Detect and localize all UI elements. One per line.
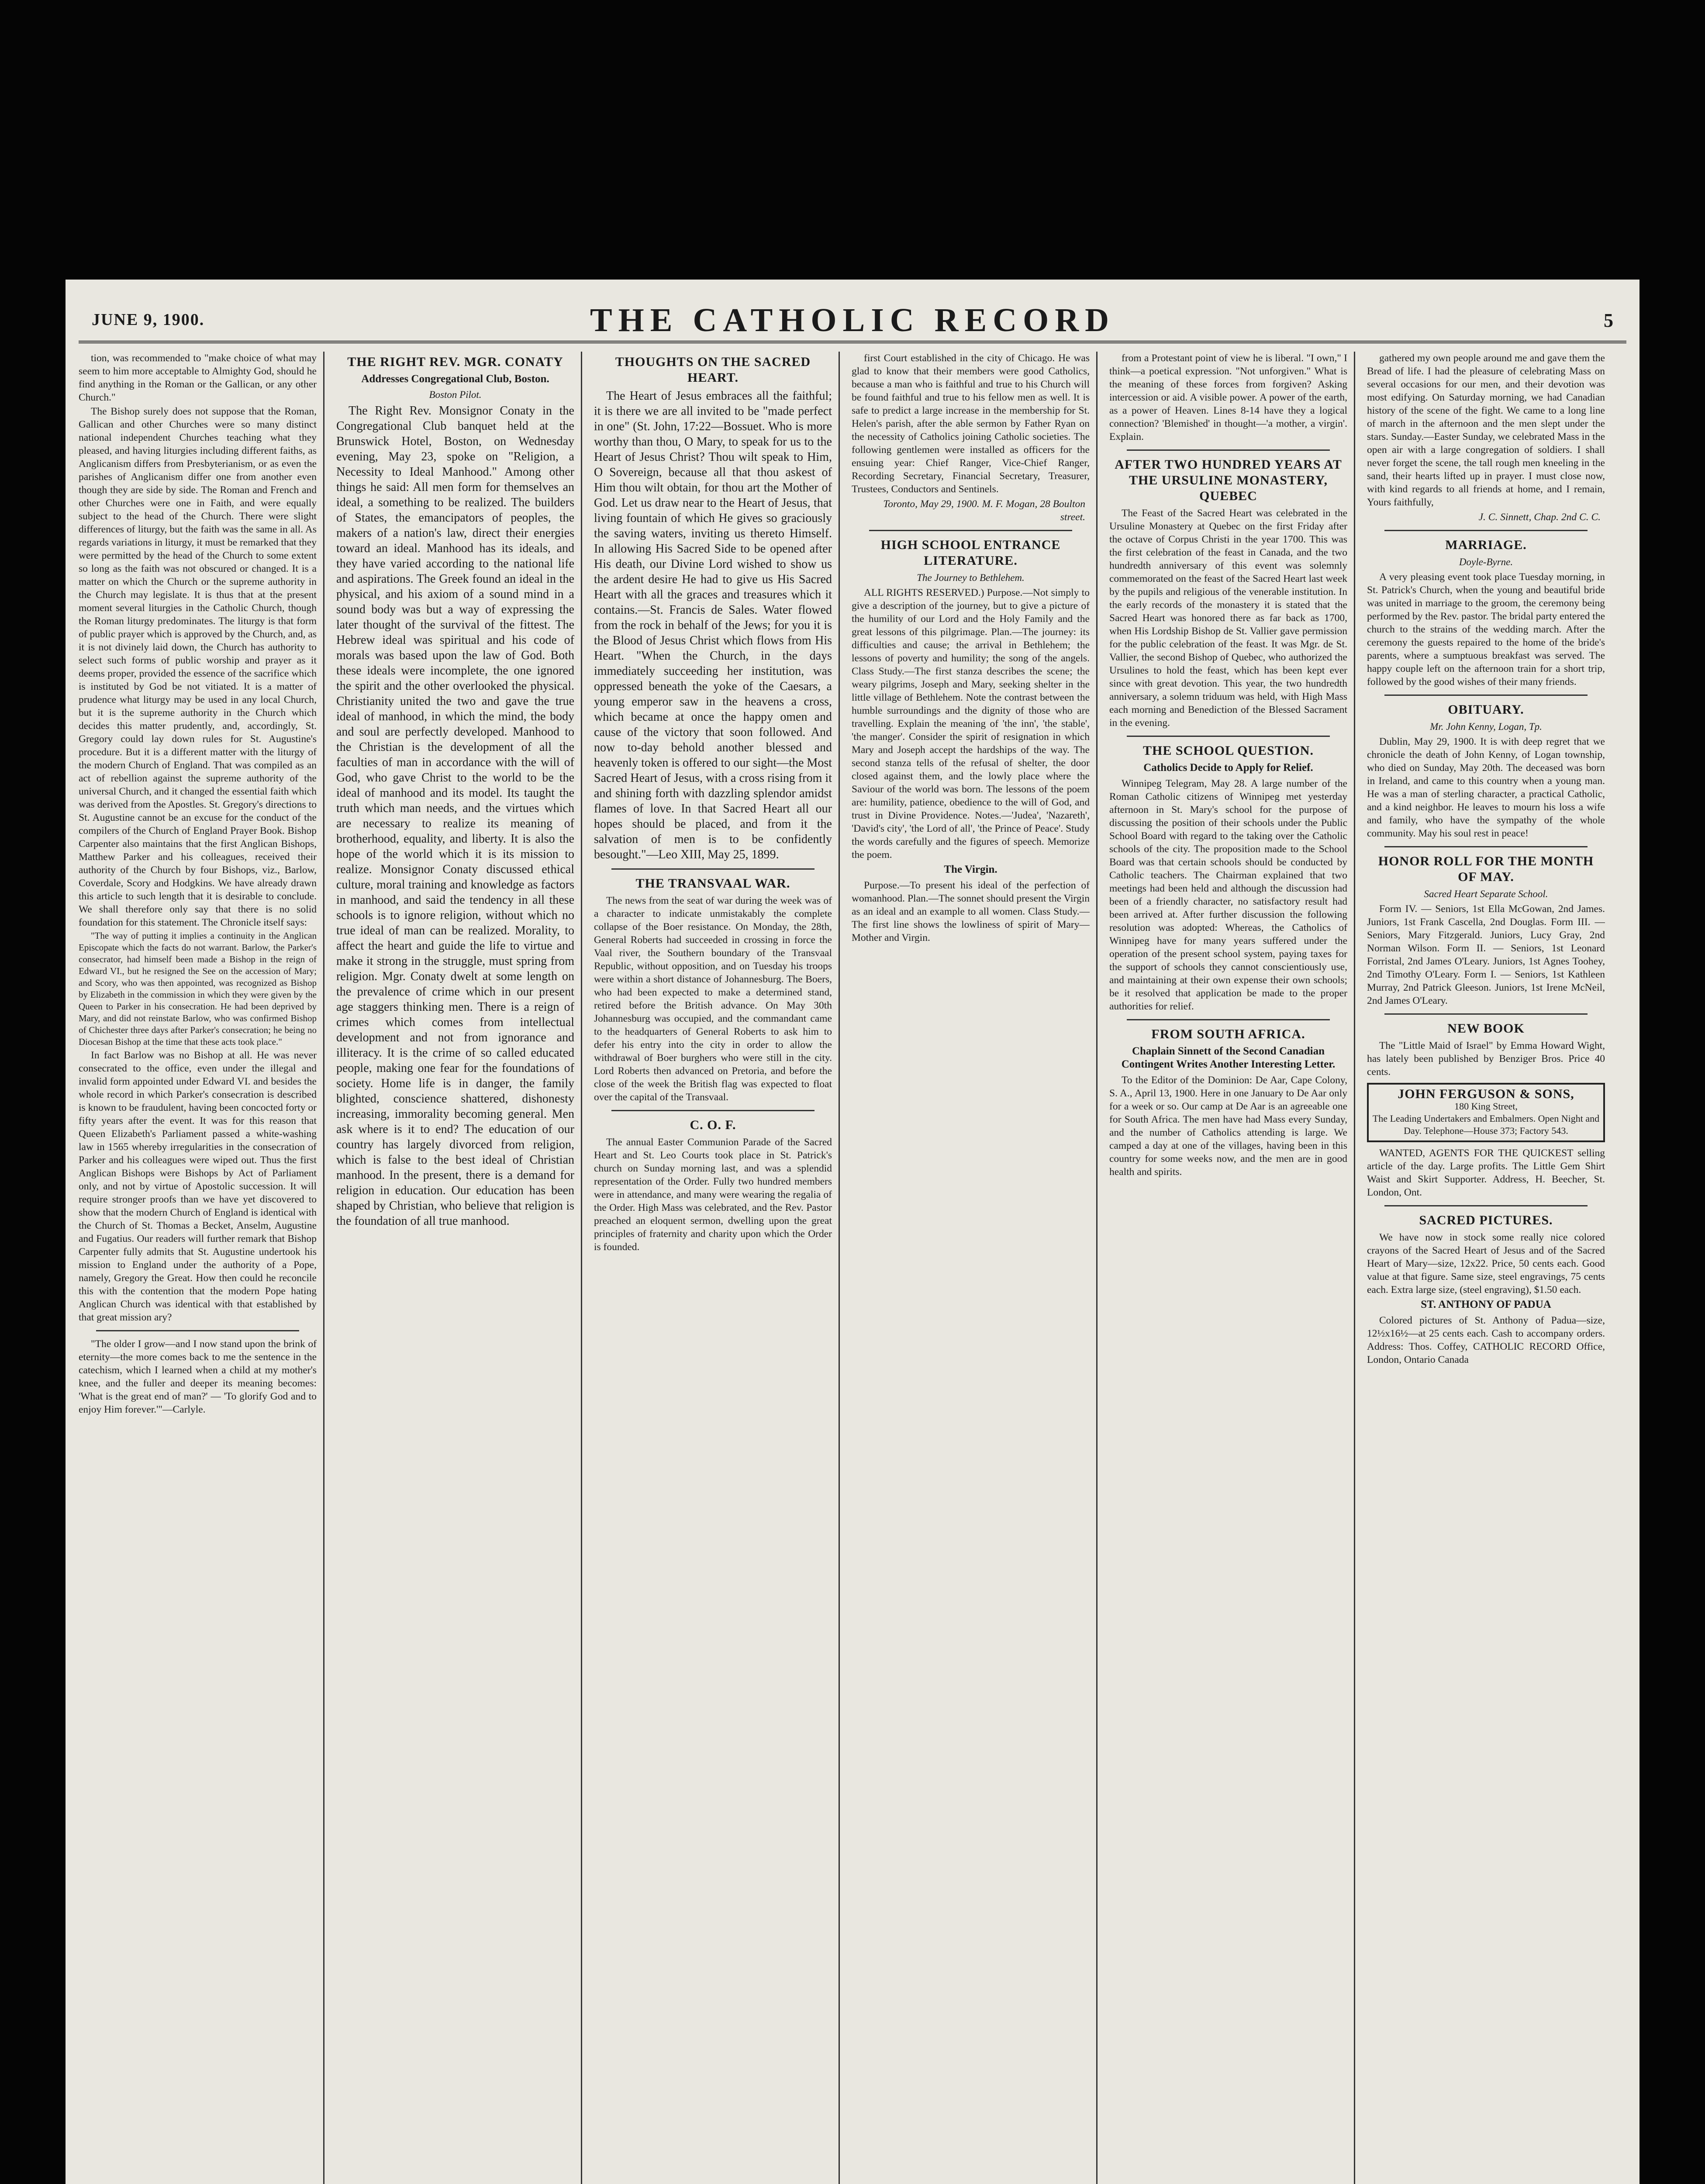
obituary-body: Dublin, May 29, 1900. It is with deep regret that we chronicle the death of John Kenny, of Logan township, who died on Sunday, May 20th. The deceased was born in Ireland, and came to this country when a young man. He was a man of sterling character, a practical Catholic, and a kind neighbor. He leaves to mourn his loss a wife and family, who have the sympathy of the whole community. May his soul rest in peace!: [1367, 736, 1605, 839]
school-headline: THE SCHOOL QUESTION.: [1143, 743, 1314, 758]
undertaker-ad: [1367, 1083, 1605, 1142]
honor-roll-subhead: Sacred Heart Separate School.: [1424, 888, 1548, 899]
new-book-headline: NEW BOOK: [1447, 1021, 1525, 1036]
col1-body: The Bishop surely does not suppose that the Roman, Gallican and other Churches were so many distinct national independent Churches teaching what they pleased, and having liturgies including different faiths, as Anglicanism differs from Presbyterianism, or as even the parishes of Anglicanism differ one from another even though they are side by side. The Roman and French and other Churches were one in Faith, and were equally subject to the head of the Church. There were slight differences of liturgy, but the faith was the same in all. As regards variations in liturgy, it must be remarked that they were permitted by the head of the Church to some extent so long as the faith was not obscured or changed. It is a matter on which the Church or the supreme authority in the Church may legislate. It is thus that at the present moment several liturgies in the Catholic Church, though the Roman liturgy predominates. The liturgy is that form of public prayer which is approved by the Church, and, as it is not divinely laid down, the Church has authority to select such forms of public worship and prayer as it deems proper, provided the essence of the sacrifice which is instituted by God be not vitiated. It is a matter of prudence what liturgy may be used in any local Church, but it is the supreme authority in the Church which decides this matter prudently, and, accordingly, St. Gregory could lay down rules for St. Augustine's procedure. But it is a different matter with the liturgy of the modern Church of England. That was compiled as an act of rebellion against the supreme authority of the universal Church, and it changed the essential faith which was derived from the Apostles. St. Gregory's directions to St. Augustine cannot be an excuse for the conduct of the compilers of the Church of England Prayer Book. Bishop Carpenter also maintains that the first Anglican Bishops, Matthew Parker and his colleagues, received their authority of the Church by four Bishops, viz., Barlow, Coverdale, Scory and Hodgkins. We have already drawn this article to such length that it is desirable to conclude. We shall therefore only say that there is no solid foundation for this statement. The Chronicle itself says:: [79, 406, 317, 928]
marriage-body: A very pleasing event took place Tuesday morning, in St. Patrick's Church, when the young and beautiful bride was united in marriage to the groom, the ceremony being performed by the Rev. pastor. The bridal party entered the church to the strains of the wedding march. After the ceremony the guests repaired to the home of the bride's parents, where a sumptuous breakfast was served. The happy couple left on the afternoon train for a short trip, followed by the good wishes of their many friends.: [1367, 571, 1605, 688]
literature-headline: HIGH SCHOOL ENTRANCE LITERATURE.: [880, 538, 1061, 568]
col4-divider: [869, 530, 1072, 531]
newspaper-page: [66, 280, 1639, 2184]
column-rule: [1354, 352, 1355, 2184]
column-4: [852, 352, 1090, 2184]
col1-quote: "The way of putting it implies a continuity in the Anglican Episcopate which the facts do not warrant. Barlow, the Parker's consecrator, had himself been made a Bishop in the reign of Edward VI., but he resigned the See on the accession of Mary; and Scory, who was then appointed, was recognized as Bishop by Elizabeth in the commission in which they were given by the Queen to Parker in his consecration. He had been deprived by Mary, and did not reinstate Barlow, who was confirmed Bishop of Chichester three days after Parker's consecration; he being no Diocesan Bishop at the time that these acts took place.": [79, 930, 317, 1047]
col1-lead: tion, was recommended to "make choice of what may seem to him more acceptable to Almighty God, should he find anything in the Roman or the Gallican, or any other Church.": [79, 352, 317, 403]
virgin-continued: from a Protestant point of view he is liberal. "I own," I think—a poetical expression. "Not unforgiven." What is the meaning of these forces from forgiven? Asking intercession or aid. A visible power. A power of the earth, as a power of Heaven. Lines 8-14 have they a logical connection? 'Blemished' in thought—'a mother, a virgin'. Explain.: [1109, 352, 1347, 442]
column-rule: [1096, 352, 1098, 2184]
masthead: [79, 297, 1626, 343]
ursuline-body: The Feast of the Sacred Heart was celebrated in the Ursuline Monastery at Quebec on the first Friday after the octave of Corpus Christi in the year 1700. This was the first celebration of the feast in Canada, and the two hundredth anniversary of this event was solemnly commemorated on the feast of the Sacred Heart last week by the pupils and religious of the venerable institution. In the early records of the monastery it is stated that the Sacred Heart was honored there as far back as 1700, when His Lordship Bishop de St. Vallier gave permission for the public celebration of the feast. It was Mgr. de St. Vallier, the second Bishop of Quebec, who authorized the Ursulines to hold the feast, which has been kept ever since with great devotion. This year, the two hundredth anniversary, a solemn triduum was held, with High Mass each morning and Benediction of the Blessed Sacrament in the evening.: [1109, 508, 1347, 729]
ad-text: The Leading Undertakers and Embalmers. Open Night and Day. Telephone—House 373; Factory 543.: [1372, 1113, 1600, 1136]
page-number: 5: [1604, 310, 1613, 331]
africa-subhead: Chaplain Sinnett of the Second Canadian Contingent Writes Another Interesting Letter.: [1121, 1045, 1336, 1070]
col1-divider: [96, 1330, 299, 1331]
marriage-headline: MARRIAGE.: [1445, 538, 1527, 552]
transvaal-headline: THE TRANSVAAL WAR.: [635, 876, 790, 891]
ad-firm-name: JOHN FERGUSON & SONS,: [1398, 1087, 1574, 1101]
column-2: [336, 352, 574, 2184]
col5-divider-3: [1127, 1019, 1330, 1020]
issue-date: JUNE 9, 1900.: [92, 311, 205, 329]
conaty-subhead: Addresses Congregational Club, Boston.: [361, 373, 549, 385]
obituary-subhead: Mr. John Kenny, Logan, Tp.: [1430, 721, 1542, 732]
col6-divider-5: [1384, 1205, 1588, 1206]
marriage-subhead: Doyle-Byrne.: [1459, 556, 1513, 567]
literature-subhead: The Journey to Bethlehem.: [917, 572, 1025, 583]
new-book-body: The "Little Maid of Israel" by Emma Howard Wight, has lately been published by Benziger Bros. Price 40 cents.: [1367, 1040, 1605, 1078]
obituary-headline: OBITUARY.: [1448, 702, 1524, 717]
newspaper-title: THE CATHOLIC RECORD: [590, 302, 1115, 339]
school-body: Winnipeg Telegram, May 28. A large number of the Roman Catholic citizens of Winnipeg met yesterday afternoon in St. Mary's school for the purpose of discussing the position of their schools under the Public School Board with regard to the taking over the Catholic schools of the city. The proposition made to the School Board was that certain schools should be conducted by Catholic teachers. The Chairman explained that two meetings had been held and although the discussion had been of a friendly character, no satisfactory result had been arrived at. After further discussion the following resolution was adopted: Whereas, the Catholics of Winnipeg have for many years suffered under the operation of the present school system, paying taxes for the support of schools they cannot conscientiously use, and maintaining at their own expense their own schools; be it resolved that application be made to the proper authorities for relief.: [1109, 778, 1347, 1012]
column-rule: [323, 352, 324, 2184]
col1-rest: In fact Barlow was no Bishop at all. He was never consecrated to the office, even under the illegal and invalid form appointed under Edward VI. and besides the whole record in which Parker's consecration is described is known to be fraudulent, having been concocted forty or fifty years after the event. It was for this reason that Queen Elizabeth's Parliament passed a white-washing law in 1565 whereby irregularities in the consecration of Parker and his colleagues were wiped out. Thus the first Anglican Bishops were Bishops by Act of Parliament only, and not by virtue of Apostolic succession. It will require stronger proofs than we have yet discovered to show that the modern Church of England is identical with the Church of St. Thomas a Becket, Anselm, Augustine and Fugatius. Our readers will further remark that Bishop Carpenter fully admits that St. Augustine undertook his mission to England under the authority of a Pope, namely, Gregory the Great. How then could he reconcile this with the contention that the modern Pope hating Anglican Church was identical with that established by that great mission ary?: [79, 1050, 317, 1323]
conaty-source: Boston Pilot.: [429, 389, 482, 400]
africa-continued: gathered my own people around me and gave them the Bread of life. I had the pleasure of celebrating Mass on several occasions for our men, and their devotion was most edifying. On Saturday morning, we had Canadian history of the scene of the fight. We came to a long line of march in the afternoon and the men slept under the stars. Sunday.—Easter Sunday, we celebrated Mass in the open air with a large congregation of soldiers. I shall never forget the scene, the tall rough men kneeling in the sand, their hearts lifted up in prayer. I must close now, with kind regards to all friends at home, and I remain, Yours faithfully,: [1367, 352, 1605, 508]
col3-divider-2: [611, 1110, 815, 1111]
pictures-headline: SACRED PICTURES.: [1419, 1213, 1553, 1227]
conaty-headline: THE RIGHT REV. MGR. CONATY: [347, 355, 563, 369]
virgin-headline: The Virgin.: [944, 864, 997, 875]
col5-divider-2: [1127, 736, 1330, 737]
anthony-body: Colored pictures of St. Anthony of Padua—size, 12½x16½—at 25 cents each. Cash to accompany orders. Address: Thos. Coffey, CATHOLIC RECORD Office, London, Ontario Canada: [1367, 1315, 1605, 1365]
ursuline-headline: AFTER TWO HUNDRED YEARS AT THE URSULINE MONASTERY, QUEBEC: [1115, 457, 1342, 503]
conaty-body: The Right Rev. Monsignor Conaty in the Congregational Club banquet held at the Brunswick Hotel, Boston, on Wednesday evening, May 23, spoke on "Religion, a Necessity to Ideal Manhood." Among other things he said: All men form for themselves an ideal, a something to be realized. The builders of States, the emancipators of peoples, the makers of a nation's law, direct their energies toward an ideal. Manhood has its ideals, and they have varied according to the national life and aspirations. The Greek found an ideal in the physical, and his axiom of a sound mind in a sound body was but a way of expressing the later thought of the survival of the fittest. The Hebrew ideal was spiritual and his code of morals was based upon the law of God. Both these ideals were incomplete, the one ignored the spirit and the other overlooked the physical. Christianity united the two and gave the true ideal of manhood, in which the mind, the body and soul are perfectly developed. Manhood to the Christian is the development of all the faculties of man in accordance with the will of God, who gave Christ to the world to be the ideal of manhood and its model. Its taught the truth which man needs, and the virtues which are necessary to realize its meaning of brotherhood, equality, and liberty. It is also the hope of the world which it is its mission to realize. Monsignor Conaty discussed ethical culture, moral training and knowledge as factors in manhood, and said the tendency in all these schools is to ignore religion, without which no true ideal of man can be realized. Morality, to affect the heart and guide the life to virtue and make it strong in the struggle, must spring from religion. Mgr. Conaty dwelt at some length on the prevalence of crime which in our present age staggers thinking men. There is a reign of crimes which comes from intellectual development and not from ignorance and illiteracy. It is the crime of so called educated people, making one fear for the foundations of society. Home life is in danger, the family blighted, conscience shattered, dishonesty increasing, immorality becoming general. Men ask where is it to end? The education of our country has largely divorced from religion, which is false to the best ideal of Christian manhood. In the present, there is a demand for religion in education. Our education has been shaped by Christian, who believe that religion is the foundation of all true manhood.: [336, 404, 574, 1228]
africa-headline: FROM SOUTH AFRICA.: [1151, 1027, 1305, 1041]
column-6: [1367, 352, 1605, 2184]
virgin-body: Purpose.—To present his ideal of the perfection of womanhood. Plan.—The sonnet should present the Virgin as an ideal and an example to all women. Class Study.—The first line shows the lowliness of spirit of Mary—Mother and Virgin.: [852, 880, 1090, 943]
col6-divider-3: [1384, 846, 1588, 847]
honor-roll-headline: HONOR ROLL FOR THE MONTH OF MAY.: [1378, 854, 1594, 884]
chaplain-signature: J. C. Sinnett, Chap. 2nd C. C.: [1478, 511, 1601, 523]
africa-body: To the Editor of the Dominion: De Aar, Cape Colony, S. A., April 13, 1900. Here in one January to De Aar only for a week or so. Our camp at De Aar is an agreeable one for South Africa. The men have had Mass every Sunday, and the number of Catholics attending is large. We camped a day at one of the villages, having been in this country for some weeks now, and the men are in good health and spirits.: [1109, 1075, 1347, 1178]
cof-body: The annual Easter Communion Parade of the Sacred Heart and St. Leo Courts took place in St. Patrick's church on Sunday morning last, and was a splendid representation of the Order. Fully two hundred members were in attendance, and many were wearing the regalia of the Order. High Mass was celebrated, and the Rev. Pastor preached an eloquent sermon, dwelling upon the great principles of fraternity and charity upon which the Order is founded.: [594, 1137, 832, 1253]
col6-divider-4: [1384, 1013, 1588, 1015]
transvaal-body: The news from the seat of war during the week was of a character to indicate unmistakably the complete collapse of the Boer resistance. On Monday, the 28th, General Roberts had succeeded in crossing in force the Vaal river, the Southern boundary of the Transvaal Republic, without opposition, and on Tuesday his troops were within a short distance of Johannesburg. The Boers, who had been expected to make a determined stand, retired before the British advance. On May 30th Johannesburg was occupied, and the commandant came to the headquarters of General Roberts to ask him to defer his entry into the city in order to allow the withdrawal of Boer burghers who were still in the city. Lord Roberts then advanced on Pretoria, and before the close of the week the British flag was expected to float over the capital of the Transvaal.: [594, 895, 832, 1103]
anthony-headline: ST. ANTHONY OF PADUA: [1421, 1299, 1551, 1310]
sacred-heart-body: The Heart of Jesus embraces all the faithful; it is there we are all invited to be "made perfect in one" (St. John, 17:22—Bossuet. Who is more worthy than thou, O Mary, to speak for us to the Heart of Jesus Christ? Thou wilt speak to Him, O Sovereign, because all that thou askest of Him thou wilt obtain, for thou art the Mother of God. Let us draw near to the Heart of Jesus, that living fountain of which He gives so graciously the saving waters, inviting us thereto Himself. In allowing His Sacred Side to be opened after His death, our Divine Lord wished to show us the ardent desire He had to give us His Sacred Heart with all the graces and treasures which it contains.—St. Francis de Sales. Water flowed from the rock in behalf of the Jews; for you it is the Blood of Jesus Christ which flows from His Heart. "When the Church, in the days immediately succeeding her institution, was oppressed beneath the yoke of the Caesars, a young emperor saw in the heavens a cross, which became at once the happy omen and cause of the victory that soon followed. And now to-day behold another blessed and heavenly token is offered to our sight—the Most Sacred Heart of Jesus, with a cross rising from it and shining forth with dazzling splendor amidst flames of love. In that Sacred Heart all our hopes should be placed, and from it the salvation of men is to be confidently besought."—Leo XIII, May 25, 1899.: [594, 389, 832, 861]
column-rule: [839, 352, 840, 2184]
ad-address: 180 King Street,: [1454, 1101, 1518, 1112]
sacred-heart-headline: THOUGHTS ON THE SACRED HEART.: [615, 355, 811, 385]
cof-continued: first Court established in the city of Chicago. He was glad to know that their members were good Catholics, because a man who is faithful and true to his Church will be found faithful and true to his fellow men as well. It is safe to predict a large increase in the membership for St. Helen's parish, after the able sermon by Father Ryan on the necessity of Catholics joining Catholic societies. The following gentlemen were installed as officers for the ensuing year: Chief Ranger, Vice-Chief Ranger, Recording Secretary, Financial Secretary, Treasurer, Trustees, Conductors and Sentinels.: [852, 352, 1090, 495]
col1-closing: "The older I grow—and I now stand upon the brink of eternity—the more comes back to me the sentence in the catechism, which I learned when a child at my mother's knee, and the fuller and deeper its meaning becomes: 'What is the great end of man?' — 'To glorify God and to enjoy Him forever.'"—Carlyle.: [79, 1338, 317, 1415]
col6-divider-2: [1384, 695, 1588, 696]
honor-roll-body: Form IV. — Seniors, 1st Ella McGowan, 2nd James. Juniors, 1st Frank Cascella, 2nd Douglas. Form III. — Seniors, Mary Fitzgerald. Juniors, Lucy Gray, 2nd Norman Wilson. Form II. — Seniors, 1st Leonard Forristal, 2nd James O'Leary. Juniors, 1st Agnes Toohey, 2nd Timothy O'Leary. Form I. — Seniors, 1st Kathleen Murray, 2nd Patrick Gleeson. Juniors, 1st Irene McNeil, 2nd James O'Leary.: [1367, 903, 1605, 1006]
column-5: [1109, 352, 1347, 2184]
col5-divider: [1127, 449, 1330, 451]
school-subhead: Catholics Decide to Apply for Relief.: [1143, 762, 1313, 774]
col3-divider: [611, 868, 815, 870]
column-rule: [581, 352, 582, 2184]
cof-signoff: Toronto, May 29, 1900. M. F. Mogan, 28 Boulton street.: [883, 498, 1085, 523]
cof-headline: C. O. F.: [690, 1118, 736, 1132]
col6-divider: [1384, 530, 1588, 531]
wanted-ad: WANTED, AGENTS FOR THE QUICKEST selling article of the day. Large profits. The Little Gem Shirt Waist and Skirt Supporter. Address, H. Beecher, St. London, Ont.: [1367, 1147, 1605, 1198]
column-1: [79, 352, 317, 2184]
pictures-body: We have now in stock some really nice colored crayons of the Sacred Heart of Jesus and of the Sacred Heart of Mary—size, 12x22. Price, 50 cents each. Good value at that figure. Same size, steel engravings, 75 cents each. Extra large size, (steel engraving), $1.50 each.: [1367, 1232, 1605, 1296]
column-3: [594, 352, 832, 2184]
literature-body: ALL RIGHTS RESERVED.) Purpose.—Not simply to give a description of the journey, but to give a picture of the humility of our Lord and the Holy Family and the great lessons of this pilgrimage. Plan.—The journey: its difficulties and cause; the arrival in Bethlehem; the lessons of poverty and humility; the song of the angels. Class Study.—The first stanza describes the scene; the weary pilgrims, Joseph and Mary, seeking shelter in the little village of Bethlehem. Note the contrast between the humble surroundings and the dignity of those who are travelling. Explain the meaning of 'the inn', 'the stable', 'the manger'. Consider the spirit of resignation in which Mary and Joseph accept the hardships of the way. The second stanza tells of the refusal of shelter, the door closed against them, and the lowly place where the Saviour of the world was born. The lessons of the poem are: humility, patience, obedience to the will of God, and trust in Divine Providence. Notes.—'Judea', 'Nazareth', 'David's city', 'the Lord of all', 'the Prince of Peace'. Study the words carefully and the figures of speech. Memorize the poem.: [852, 587, 1090, 860]
